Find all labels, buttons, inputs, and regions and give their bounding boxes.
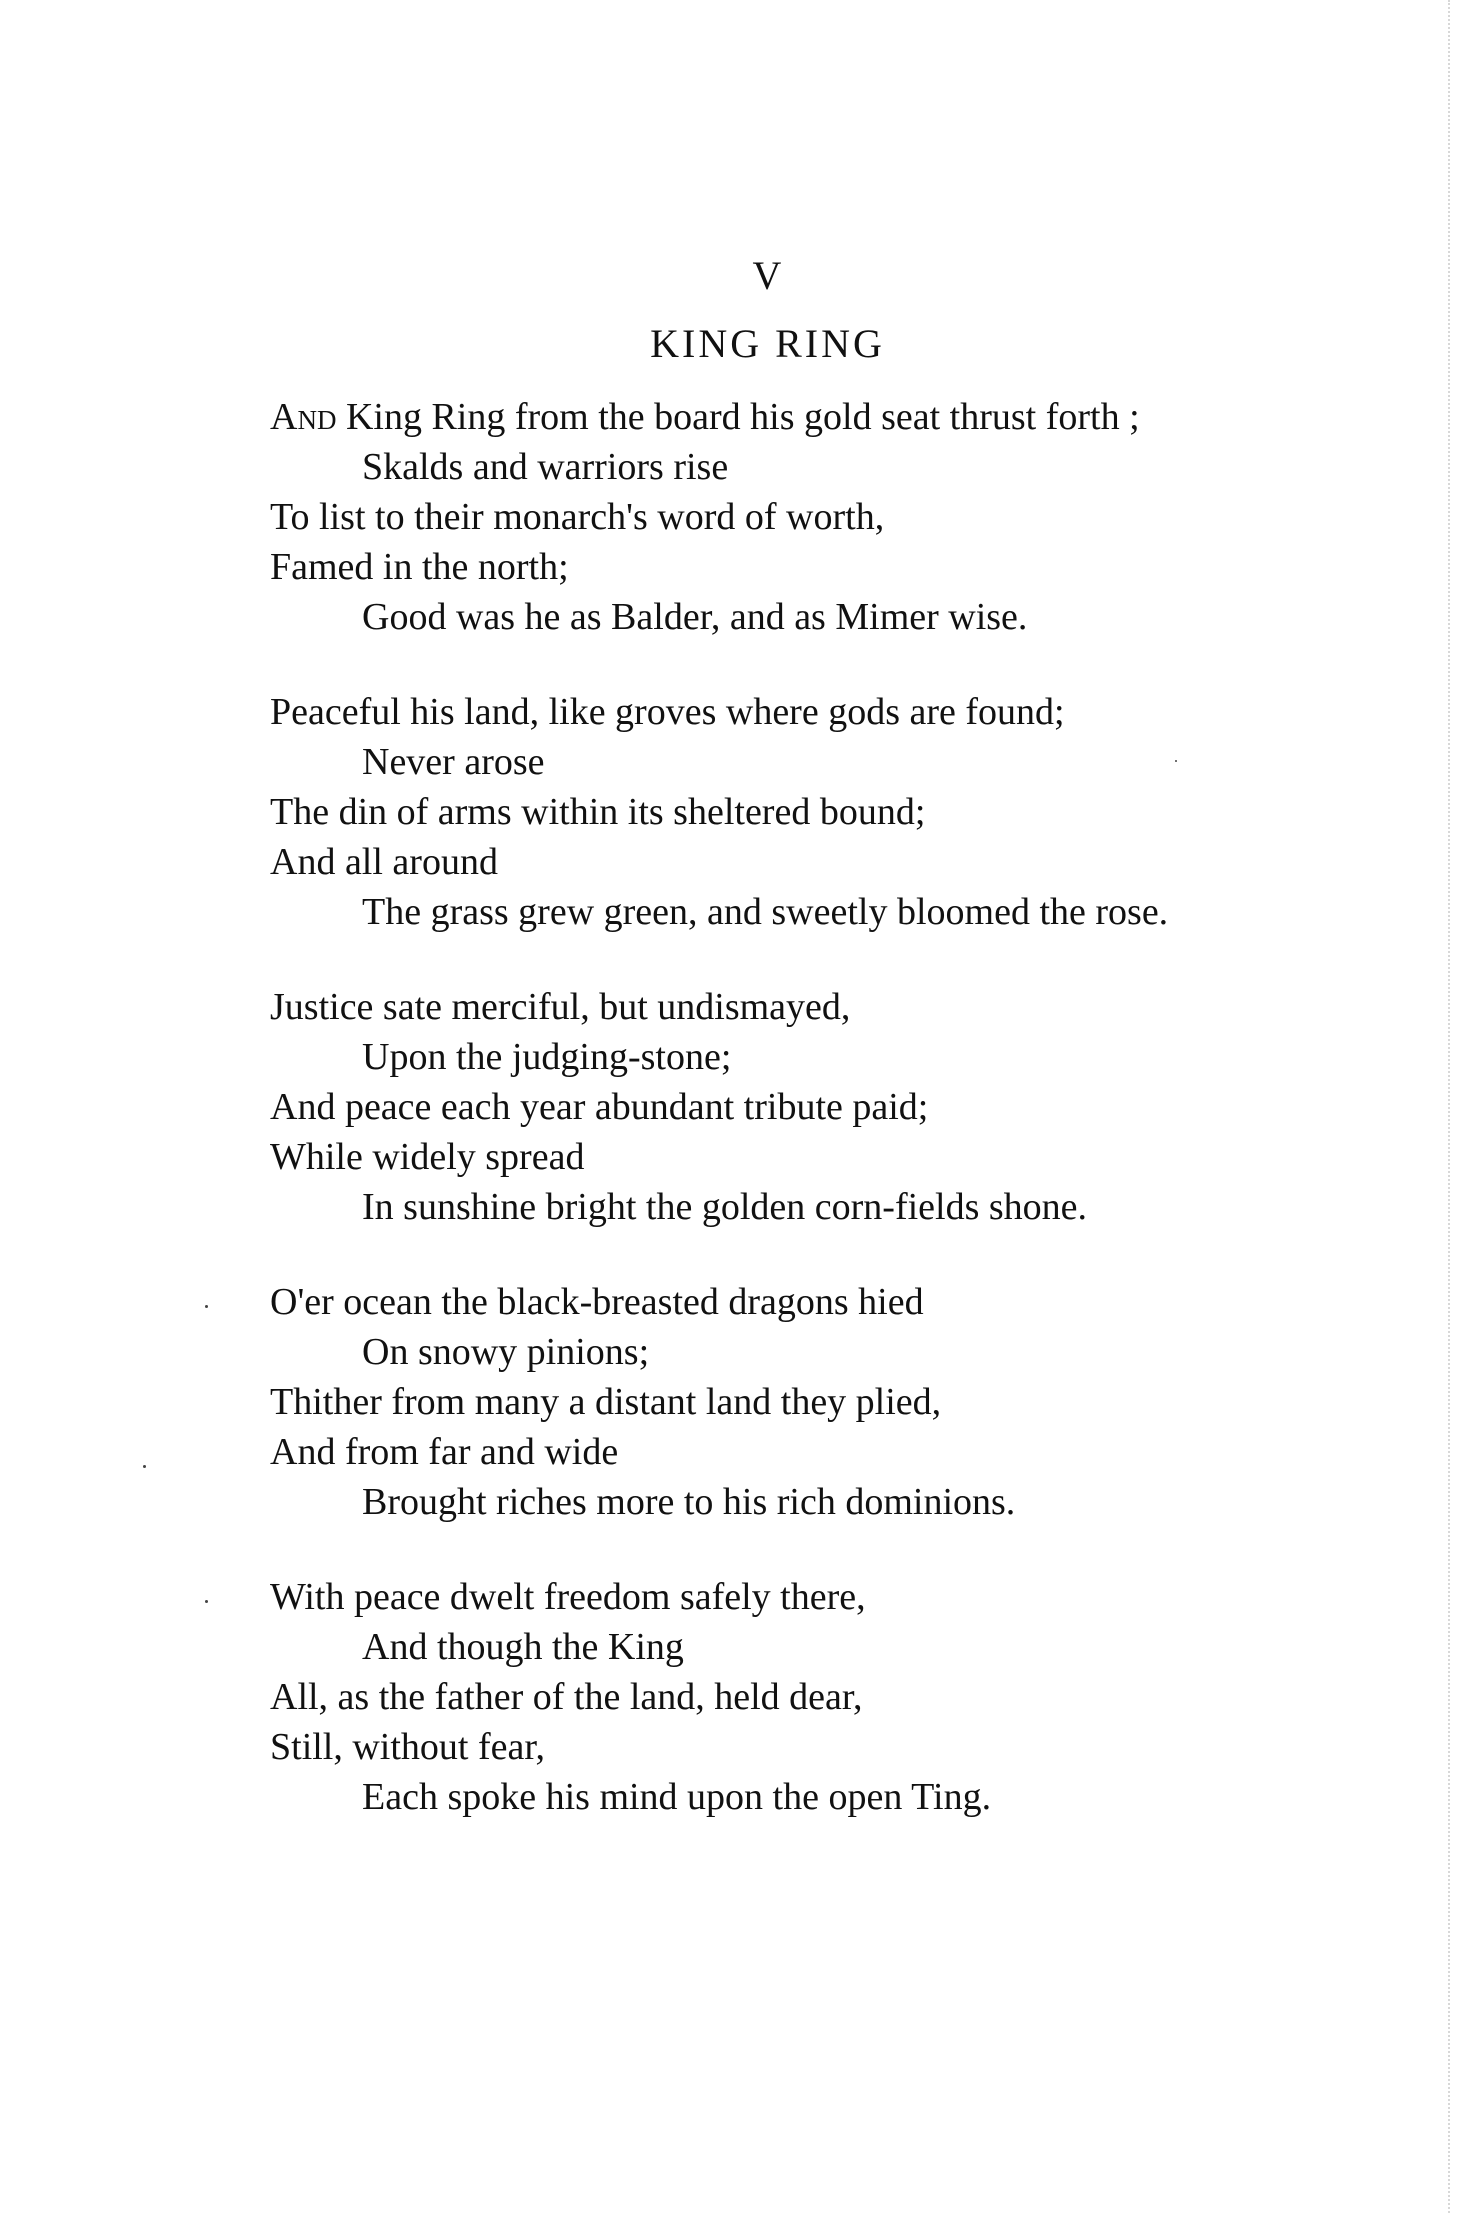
stanza	[270, 1572, 1370, 1822]
poem-line: Famed in the north;	[270, 546, 569, 588]
poem-line: While widely spread	[270, 1136, 585, 1178]
poem-line: Never arose	[362, 741, 545, 783]
poem-line: O'er ocean the black-breasted dragons hied	[270, 1281, 924, 1323]
poem-line: Peaceful his land, like groves where gods are found;	[270, 691, 1065, 733]
stanza	[270, 687, 1370, 937]
poem-line: And from far and wide	[270, 1431, 619, 1473]
poem-line: Brought riches more to his rich dominions.	[362, 1481, 1016, 1523]
chapter-title: KING RING	[650, 321, 885, 366]
poem-line: All, as the father of the land, held dear,	[270, 1676, 863, 1718]
poem-line: The din of arms within its sheltered bound;	[270, 791, 926, 833]
poem-line: Good was he as Balder, and as Mimer wise.	[362, 596, 1028, 638]
ink-speck	[143, 1465, 146, 1468]
poem-line: Each spoke his mind upon the open Ting.	[362, 1776, 992, 1818]
poem-line: Justice sate merciful, but undismayed,	[270, 986, 851, 1028]
poem-line: The grass grew green, and sweetly bloomed the rose.	[362, 891, 1169, 933]
opening-word: And	[270, 396, 337, 438]
stanza	[270, 392, 1370, 642]
poem-line: Upon the judging-stone;	[362, 1036, 732, 1078]
stanza	[270, 982, 1370, 1232]
poem-body	[270, 392, 1370, 1867]
poem-line: With peace dwelt freedom safely there,	[270, 1576, 866, 1618]
poem-line: On snowy pinions;	[362, 1331, 650, 1373]
poem-line: Thither from many a distant land they plied,	[270, 1381, 942, 1423]
poem-line: Still, without fear,	[270, 1726, 545, 1768]
ink-speck	[1175, 760, 1177, 762]
poem-line: And though the King	[362, 1626, 684, 1668]
stanza	[270, 1277, 1370, 1527]
chapter-number: V	[752, 253, 783, 298]
ink-speck	[205, 1600, 208, 1603]
ink-speck	[205, 1305, 208, 1308]
poem-line: And all around	[270, 841, 498, 883]
poem-line: Skalds and warriors rise	[362, 446, 729, 488]
poem-line: To list to their monarch's word of worth,	[270, 496, 885, 538]
poem-line: And peace each year abundant tribute paid;	[270, 1086, 929, 1128]
poem-line: And King Ring from the board his gold seat thrust forth ;	[270, 396, 1140, 438]
poem-line: In sunshine bright the golden corn-fields shone.	[362, 1186, 1088, 1228]
